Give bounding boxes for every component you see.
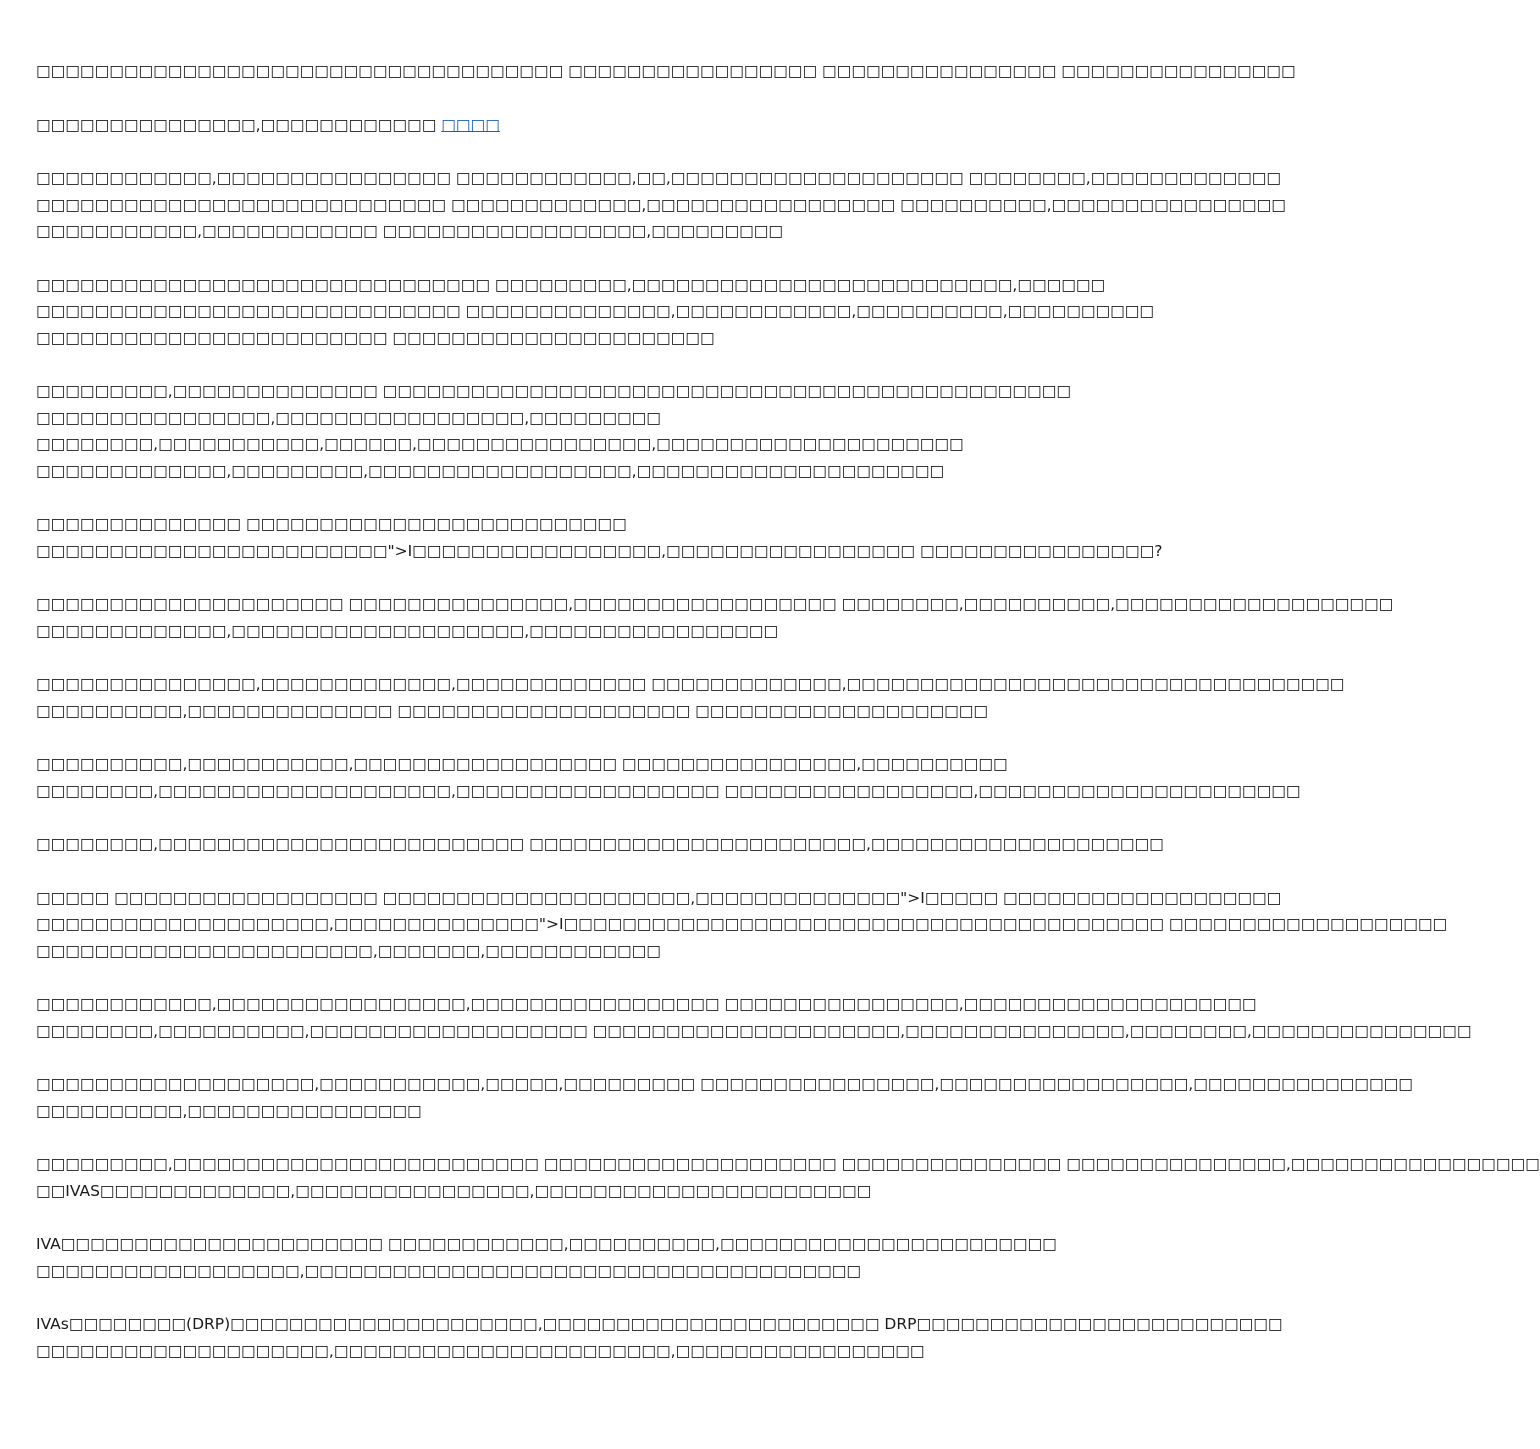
paragraph-line: □□□□□□□□□□□□□□□□□□□,□□□□□□□□□□□,□□□□□,□□□□□□□□□ □□□□□□□□□□□□□□□□,□□□□□□□□□□□□□□□□□,□□□□□□□□□□□□□□□	[36, 1075, 1413, 1093]
paragraph-15	[36, 1231, 1057, 1284]
paragraph-9	[36, 751, 1301, 804]
paragraph-2	[36, 112, 988, 139]
paragraph-line: □□□□□□□□□□□□□□□□□□□□□□□□□□□□□ □□□□□□□□□□□□□□,□□□□□□□□□□□□,□□□□□□□□□□,□□□□□□□□□□	[36, 302, 1155, 320]
paragraph-text: □□□□□□□□□□□□□□□,□□□□□□□□□□□□	[36, 115, 442, 134]
paragraph-3	[36, 165, 1286, 245]
paragraph-line: □□□□□□□□,□□□□□□□□□□□,□□□□□□,□□□□□□□□□□□□□□□□,□□□□□□□□□□□□□□□□□□□□□	[36, 435, 964, 453]
paragraph-line: □□□□□□□□□□□□□,□□□□□□□□□□□□□□□□□□□□,□□□□□□□□□□□□□□□□□	[36, 621, 779, 640]
paragraph-8	[36, 671, 1345, 724]
paragraph-line: □□□□□□□□□,□□□□□□□□□□□□□□ □□□□□□□□□□□□□□□□□□□□□□□□□□□□□□□□□□□□□□□□□□□□□□□	[36, 382, 1071, 400]
paragraph-14	[36, 1151, 1540, 1204]
paragraph-line: □□□□□□□□,□□□□□□□□□□,□□□□□□□□□□□□□□□□□□□ □□□□□□□□□□□□□□□□□□□□□,□□□□□□□□□□□□□□□,□□□□□□□□,□□□□□□□□□□□□□□□	[36, 1021, 1472, 1040]
paragraph-line: □□□□□□□□□□□□,□□□□□□□□□□□□□□□□□,□□□□□□□□□□□□□□□□□ □□□□□□□□□□□□□□□□,□□□□□□□□□□□□□□□□□□□□	[36, 995, 1257, 1013]
paragraph-13	[36, 1071, 1413, 1124]
paragraph-line: □□□□□□□□□□□□□□□□□□□□□□□□ □□□□□□□□□□□□□□□□□□□□□□	[36, 328, 715, 347]
inline-link[interactable]: □□□□	[441, 115, 500, 134]
paragraph-1	[36, 58, 1296, 85]
paragraph-line: □□IVAS□□□□□□□□□□□□□,□□□□□□□□□□□□□□□□,□□□□□□□□□□□□□□□□□□□□□□□	[36, 1181, 872, 1200]
paragraph-line: □□□□□□□□□□□□□□□,□□□□□□□□□□□□□,□□□□□□□□□□□□□ □□□□□□□□□□□□□,□□□□□□□□□□□□□□□□□□□□□□□□□□□□□□□□□□	[36, 675, 1345, 693]
paragraph-11	[36, 885, 1448, 965]
paragraph-line: □□□□□□□□□□□□□□□□□□□□□□□□□□□□ □□□□□□□□□□□□□,□□□□□□□□□□□□□□□□□ □□□□□□□□□□,□□□□□□□□□□□□□□□□	[36, 195, 1286, 214]
paragraph-line: □□□□□□□□□□□□□□□□□□□□□ □□□□□□□□□□□□□□□,□□□□□□□□□□□□□□□□□□ □□□□□□□□,□□□□□□□□□□,□□□□□□□□□□□□□□□□□□□	[36, 595, 1394, 613]
paragraph-line: □□□□□□□□□□□□□,□□□□□□□□□,□□□□□□□□□□□□□□□□□□,□□□□□□□□□□□□□□□□□□□□□	[36, 461, 945, 480]
paragraph-line: □□□□□□□□□□,□□□□□□□□□□□,□□□□□□□□□□□□□□□□□□ □□□□□□□□□□□□□□□□,□□□□□□□□□□	[36, 755, 1008, 773]
paragraph-line: □□□□□□□□□□□□□□□□□□□□□□□,□□□□□□□,□□□□□□□□□□□□	[36, 941, 661, 960]
paragraph-line: □□□□□□□□□□□□,□□□□□□□□□□□□□□□□ □□□□□□□□□□□□,□□,□□□□□□□□□□□□□□□□□□□□ □□□□□□□□,□□□□□□□□□□□□□	[36, 169, 1282, 187]
paragraph-line-with-link	[36, 112, 988, 139]
paragraph-line: □□□□□□□□□□,□□□□□□□□□□□□□□ □□□□□□□□□□□□□□□□□□□□ □□□□□□□□□□□□□□□□□□□□	[36, 701, 989, 720]
paragraph-line: □□□□□□□□□□□□□□□□□□□□□□□□">I□□□□□□□□□□□□□□□□□,□□□□□□□□□□□□□□□□□ □□□□□□□□□□□□□□□□?	[36, 541, 1163, 560]
paragraph-16	[36, 1311, 1283, 1364]
paragraph-line: □□□□□□□□□□□□□□□□□□□□,□□□□□□□□□□□□□□□□□□□□□□□,□□□□□□□□□□□□□□□□□	[36, 1341, 925, 1360]
paragraph-6	[36, 511, 1163, 564]
paragraph-line: □□□□□□□□□□□□□□ □□□□□□□□□□□□□□□□□□□□□□□□□□	[36, 515, 627, 533]
paragraph-line: □□□□□ □□□□□□□□□□□□□□□□□□ □□□□□□□□□□□□□□□□□□□□□,□□□□□□□□□□□□□□">I□□□□□ □□□□□□□□□□□□□□□□□□□	[36, 888, 1282, 907]
paragraph-line: □□□□□□□□,□□□□□□□□□□□□□□□□□□□□,□□□□□□□□□□□□□□□□□□ □□□□□□□□□□□□□□□□□,□□□□□□□□□□□□□□□□□□□□□□	[36, 781, 1301, 800]
paragraph-line: □□□□□□□□□□□□□□□□□□,□□□□□□□□□□□□□□□□□□□□□□□□□□□□□□□□□□□□□□	[36, 1261, 862, 1280]
paragraph-7	[36, 591, 1394, 644]
paragraph-line: □□□□□□□□□□□□□□□□,□□□□□□□□□□□□□□□□□,□□□□□□□□□	[36, 408, 661, 427]
paragraph-line: □□□□□□□□□□,□□□□□□□□□□□□□□□□	[36, 1101, 422, 1120]
paragraph-line: □□□□□□□□□,□□□□□□□□□□□□□□□□□□□□□□□□□ □□□□□□□□□□□□□□□□□□□□ □□□□□□□□□□□□□□□ □□□□□□□□□□□□□□□,□□□□□□□□□□□□□□□□□	[36, 1155, 1540, 1173]
paragraph-line: □□□□□□□□□□□□□□□□□□□□,□□□□□□□□□□□□□□">I□□□□□□□□□□□□□□□□□□□□□□□□□□□□□□□□□□□□□□□□□ □□□□□□□□□□□□□□□□□□□	[36, 915, 1448, 933]
paragraph-line: □□□□□□□□,□□□□□□□□□□□□□□□□□□□□□□□□□ □□□□□□□□□□□□□□□□□□□□□□□,□□□□□□□□□□□□□□□□□□□□	[36, 835, 1164, 853]
paragraph-5	[36, 378, 1071, 484]
paragraph-line: IVA□□□□□□□□□□□□□□□□□□□□□□ □□□□□□□□□□□□,□□□□□□□□□□,□□□□□□□□□□□□□□□□□□□□□□□	[36, 1235, 1057, 1253]
paragraph-line: □□□□□□□□□□□□□□□□□□□□□□□□□□□□□□□□□□□□ □□□□□□□□□□□□□□□□□ □□□□□□□□□□□□□□□□ □□□□□□□□□□□□□□□□	[36, 62, 1296, 80]
paragraph-10	[36, 831, 1164, 858]
paragraph-12	[36, 991, 1472, 1044]
paragraph-line: IVAs□□□□□□□□(DRP)□□□□□□□□□□□□□□□□□□□□□,□□□□□□□□□□□□□□□□□□□□□□□ DRP□□□□□□□□□□□□□□□□□□□□□□□□□	[36, 1315, 1283, 1333]
paragraph-4	[36, 272, 1155, 352]
paragraph-line: □□□□□□□□□□□,□□□□□□□□□□□□ □□□□□□□□□□□□□□□□□□,□□□□□□□□□	[36, 222, 784, 240]
paragraph-line: □□□□□□□□□□□□□□□□□□□□□□□□□□□□□□□ □□□□□□□□□,□□□□□□□□□□□□□□□□□□□□□□□□□□,□□□□□□	[36, 275, 1106, 294]
